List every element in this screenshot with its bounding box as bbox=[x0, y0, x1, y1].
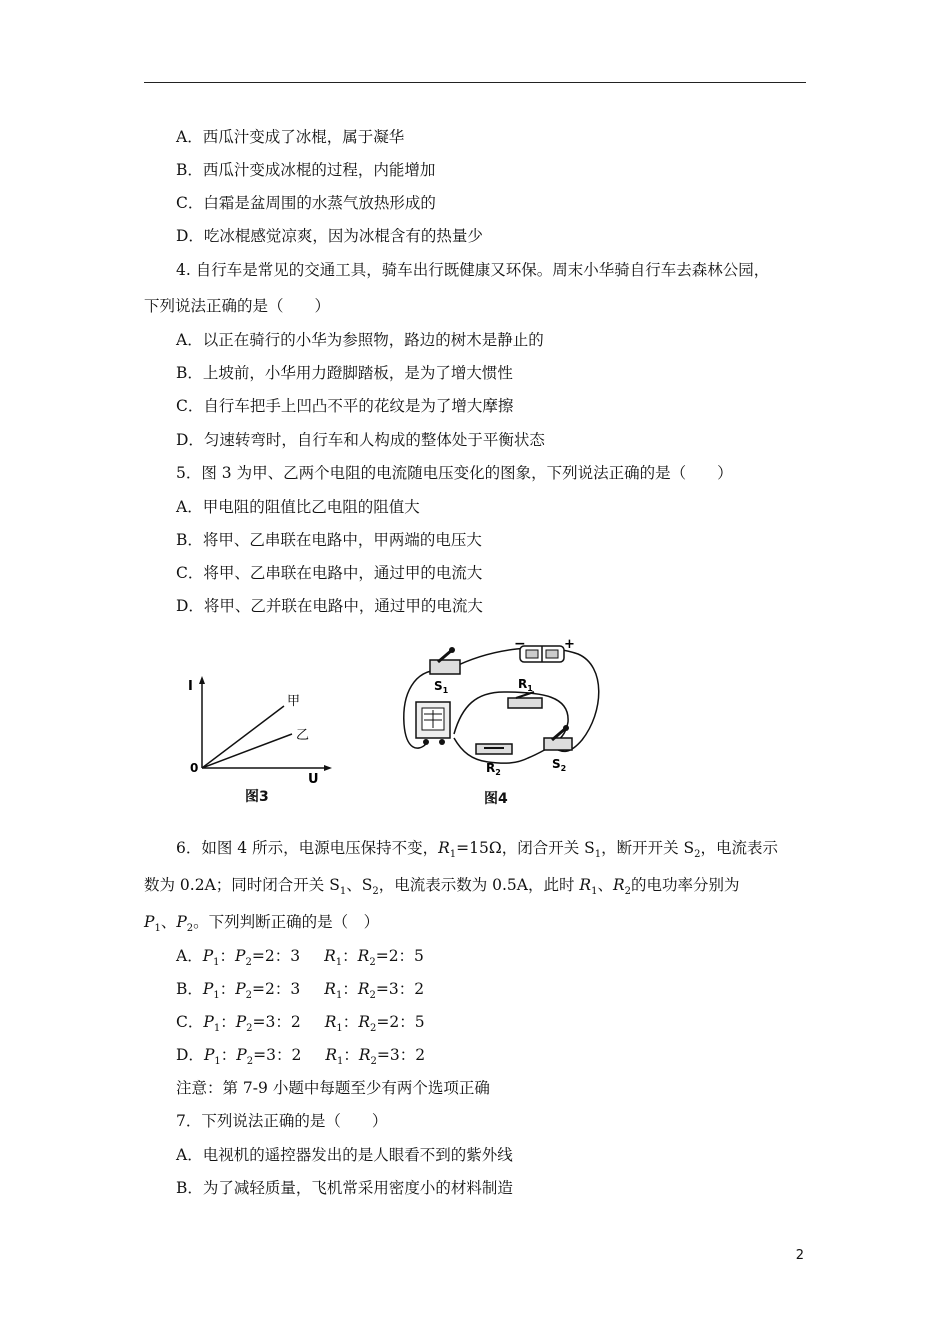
q6-option-a: A．$P_1$：$P_2=2$：3 $R_1$：$R_2=2$：5 bbox=[176, 947, 424, 969]
figure3-line-jia-label: 甲 bbox=[287, 694, 301, 709]
figure3-x-arrow bbox=[324, 765, 332, 771]
figure4-resistor-r1 bbox=[508, 698, 542, 708]
figure3-line-yi-label: 乙 bbox=[296, 728, 310, 743]
figure4-switch-s1 bbox=[430, 660, 460, 674]
q4-option-a: A．以正在骑行的小华为参照物，路边的树木是静止的 bbox=[176, 331, 544, 349]
q5-stem: 5．图 3 为甲、乙两个电阻的电流随电压变化的图象，下列说法正确的是（ ） bbox=[176, 464, 733, 482]
figure4-r2-label: $R_2$ bbox=[486, 761, 501, 777]
q3-option-c: C．白霜是盆周围的水蒸气放热形成的 bbox=[176, 194, 436, 212]
q4-option-b: B．上坡前，小华用力蹬脚踏板，是为了增大惯性 bbox=[176, 364, 513, 382]
figure4-r1-label: $R_1$ bbox=[518, 677, 533, 693]
q4-option-d: D．匀速转弯时，自行车和人构成的整体处于平衡状态 bbox=[176, 431, 545, 449]
figure4-minus: − bbox=[514, 636, 526, 652]
q5-option-b: B．将甲、乙串联在电路中，甲两端的电压大 bbox=[176, 531, 482, 549]
figure4-switch-s2 bbox=[544, 738, 572, 750]
q6-stem-line2: 数为 0.2A；同时闭合开关 $S_1$、$S_2$，电流表示数为 0.5A，此时 $R_1$、$R_2$的电功率分别为 bbox=[144, 876, 740, 898]
figure3-line-jia bbox=[202, 706, 284, 768]
figure3-y-label: I bbox=[188, 679, 193, 694]
figure3-graph bbox=[180, 672, 340, 784]
figure4-s2-label: $S_2$ bbox=[552, 757, 567, 773]
figure4-caption: 图4 bbox=[484, 791, 508, 807]
figure3-x-label: U bbox=[308, 772, 319, 784]
header-rule bbox=[144, 82, 806, 83]
q7-stem: 7．下列说法正确的是（ ） bbox=[176, 1112, 388, 1130]
figure4-circuit bbox=[392, 636, 610, 784]
q4-stem-line1: 4. 自行车是常见的交通工具，骑车出行既健康又环保。周末小华骑自行车去森林公园， bbox=[176, 261, 770, 279]
q3-option-a: A．西瓜汁变成了冰棍，属于凝华 bbox=[176, 128, 405, 146]
q6-stem-line3: $P_1$、$P_2$。下列判断正确的是（ ） bbox=[144, 913, 380, 935]
q6-option-c: C．$P_1$：$P_2=3$：2 $R_1$：$R_2=2$：5 bbox=[176, 1013, 425, 1035]
figure4-s1-label: $S_1$ bbox=[434, 679, 449, 695]
q6-option-d: D．$P_1$：$P_2=3$：2 $R_1$：$R_2=3$：2 bbox=[176, 1046, 426, 1068]
q7-option-b: B．为了减轻质量，飞机常采用密度小的材料制造 bbox=[176, 1179, 513, 1197]
figure3-origin: 0 bbox=[190, 761, 199, 775]
figure3-line-yi bbox=[202, 734, 292, 768]
q4-option-c: C．自行车把手上凹凸不平的花纹是为了增大摩擦 bbox=[176, 397, 514, 415]
figure4-plus: + bbox=[564, 637, 575, 652]
q5-option-a: A．甲电阻的阻值比乙电阻的阻值大 bbox=[176, 498, 420, 516]
figure3-caption: 图3 bbox=[245, 789, 269, 805]
q6-option-b: B．$P_1$：$P_2=2$：3 $R_1$：$R_2=3$：2 bbox=[176, 980, 425, 1002]
q6-stem-line1: 6．如图 4 所示，电源电压保持不变，$R_1=15\Omega$，闭合开关 $S_1$，断开开关 $S_2$，电流表示 bbox=[176, 839, 779, 861]
q5-option-d: D．将甲、乙并联在电路中，通过甲的电流大 bbox=[176, 597, 483, 615]
note-text: 注意：第 7-9 小题中每题至少有两个选项正确 bbox=[176, 1079, 490, 1097]
q3-option-d: D．吃冰棍感觉凉爽，因为冰棍含有的热量少 bbox=[176, 227, 483, 245]
q4-stem-line2: 下列说法正确的是（ ） bbox=[144, 297, 331, 315]
q3-option-b: B．西瓜汁变成冰棍的过程，内能增加 bbox=[176, 161, 436, 179]
q5-option-c: C．将甲、乙串联在电路中，通过甲的电流大 bbox=[176, 564, 483, 582]
page-number: 2 bbox=[795, 1248, 804, 1263]
figure3-y-arrow bbox=[199, 676, 205, 684]
q7-option-a: A．电视机的遥控器发出的是人眼看不到的紫外线 bbox=[176, 1146, 513, 1164]
